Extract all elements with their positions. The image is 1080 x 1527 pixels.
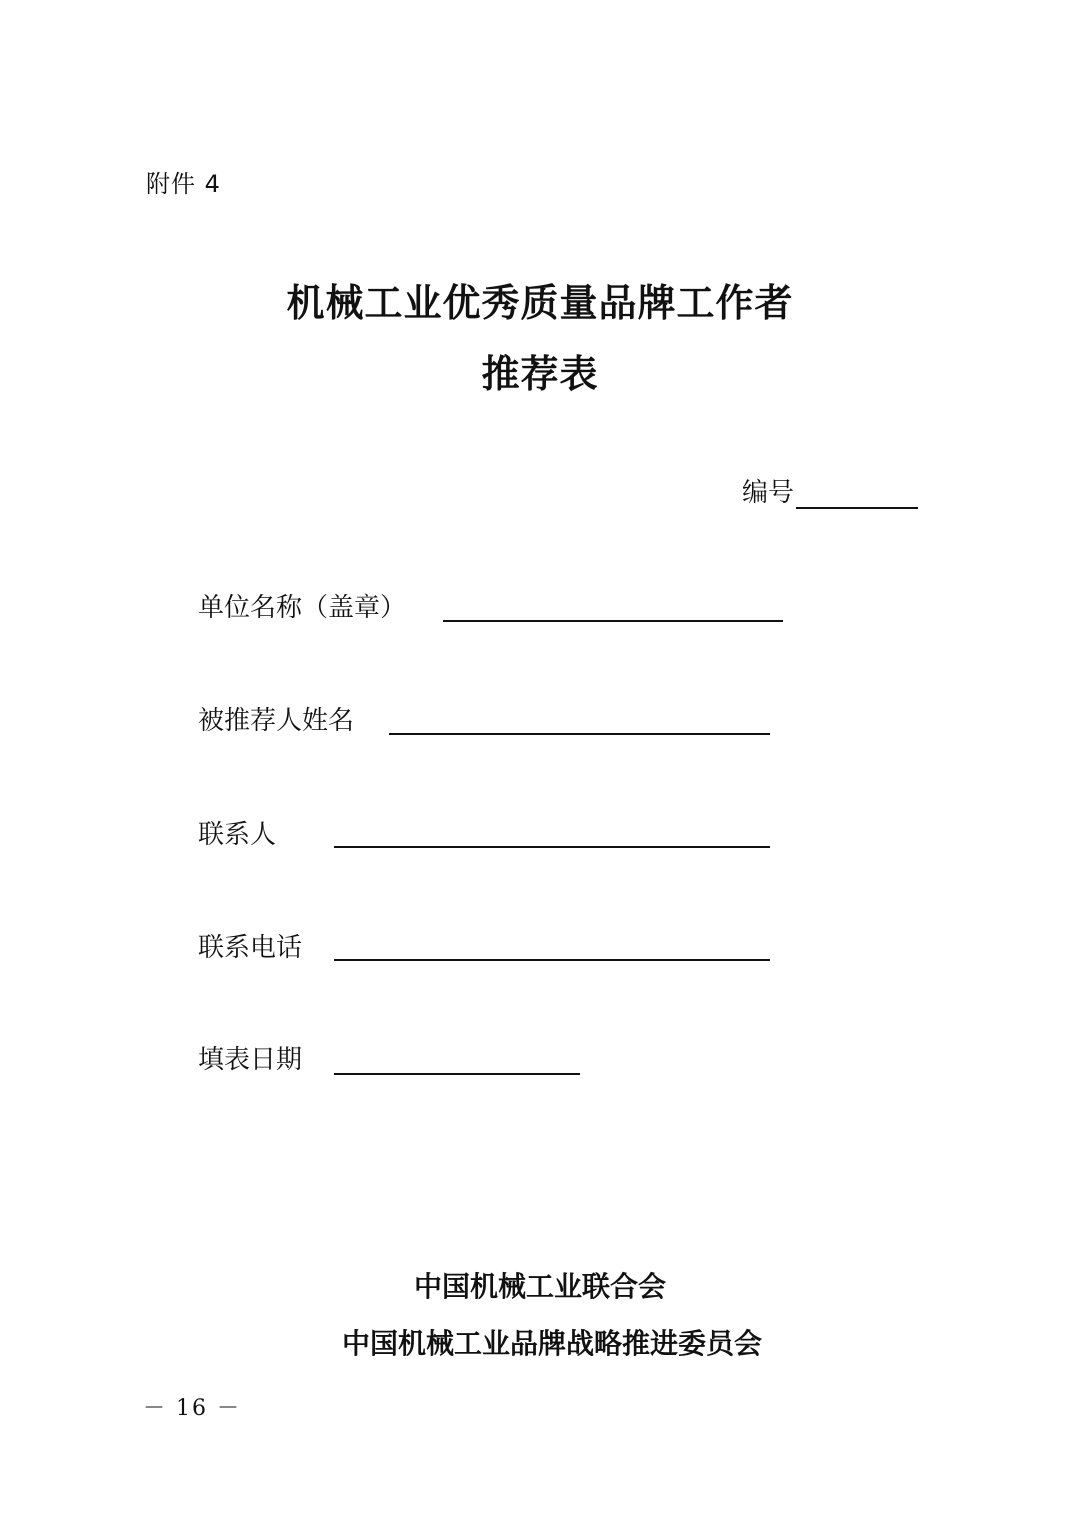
unit-name-blank[interactable] — [443, 620, 783, 622]
serial-number-blank[interactable] — [796, 507, 918, 509]
contact-person-label: 联系人 — [198, 820, 277, 850]
form-field-contact-person — [198, 817, 276, 853]
serial-number-field — [742, 475, 918, 511]
contact-phone-label: 联系电话 — [198, 933, 303, 963]
nominee-name-blank[interactable] — [389, 733, 770, 735]
unit-name-label: 单位名称（盖章） — [198, 593, 407, 623]
issuing-org-1: 中国机械工业联合会 — [413, 1270, 667, 1303]
form-field-fill-date — [198, 1042, 302, 1078]
page-title: 机械工业优秀质量品牌工作者 — [286, 281, 794, 325]
form-field-unit-name — [198, 590, 406, 626]
issuing-org-2: 中国机械工业品牌战略推进委员会 — [341, 1327, 763, 1360]
contact-person-blank[interactable] — [334, 846, 770, 848]
page-subtitle: 推荐表 — [481, 352, 599, 396]
page-number: － 16 － — [143, 1396, 241, 1421]
fill-date-label: 填表日期 — [198, 1045, 303, 1075]
contact-phone-blank[interactable] — [334, 959, 770, 961]
attachment-label: 附件 4 — [146, 170, 221, 198]
form-field-contact-phone — [198, 930, 302, 966]
fill-date-blank[interactable] — [334, 1073, 580, 1075]
form-field-nominee-name — [198, 703, 354, 739]
serial-number-label: 编号 — [742, 478, 795, 508]
nominee-name-label: 被推荐人姓名 — [198, 706, 355, 736]
